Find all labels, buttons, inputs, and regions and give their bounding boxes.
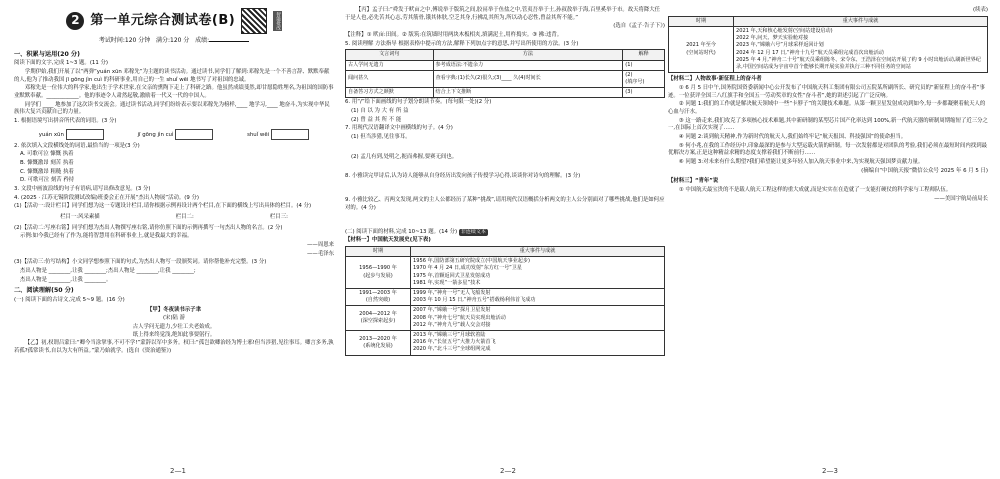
question-5: 5. 阅读理解 方法指导 根据表格中提示的方法,解释下列加点字的意思,并写出所使用的方法。(3 分) xyxy=(345,40,579,47)
table-header: 方法 xyxy=(433,50,623,60)
answer-space[interactable] xyxy=(345,214,665,228)
reading-intro-1: (一) 阅读下面的古诗文,完成 5~9 题。(16 分) xyxy=(14,297,125,304)
material-paragraph: ⑥ 问题 3:对未来有什么期望?我们希望能让更多年轻人加入航天事业中来,为实现航天强国梦贡献力量。 xyxy=(678,158,924,165)
activity-3: (3)【活动三:仿写结构】小文同学想参照下面的句式,为杰出人物写一段颁奖词。请你帮他补充完整。(3 分) xyxy=(14,259,267,266)
rhythm-item[interactable]: (1) 自 以 为 大 有 所 益 xyxy=(351,108,409,115)
table-header: 时期 xyxy=(346,246,411,256)
question-3: 3. 文段中画波浪线的句子有语病,请写出修改意见。(3 分) xyxy=(14,186,151,193)
passage-c: 【丙】孟子曰:“舜发于畎亩之中,傅说举于版筑之间,胶鬲举于鱼盐之中,管夷吾举于士,孙叔敖举于海,百里奚举于市。故天将降大任于是人也,必先苦其心志,劳其筋骨,饿其体肤,空乏其身,行拂乱其所为,所以动心忍性,曾益其所不能。” xyxy=(345,7,661,21)
page-number: 2—3 xyxy=(822,467,838,476)
events-cell xyxy=(411,306,665,331)
events-cell xyxy=(411,288,665,305)
event-item: 1970 年 4 月 24 日,成功发射“东方红一号”卫星 xyxy=(413,265,522,272)
answer-box[interactable] xyxy=(271,129,309,140)
column-name-row xyxy=(14,212,334,224)
event-item: 2016 年,“长征五号”大推力火箭首飞 xyxy=(413,339,496,346)
passage-c-source: (选自《孟子·告子下》) xyxy=(613,23,665,30)
fill-line[interactable]: 杰出人物是 ________,让我 ________;杰出人物是 ________,让我 ________; xyxy=(20,268,196,275)
passage-b: 【乙】初,权谓吕蒙曰:“卿今当涂掌事,不可不学!”蒙辞以军中多务。权曰:“孤岂欲卿治经为博士邪!但当涉猎,见往事耳。卿言多务,孰若孤?孤常读书,自以为大有所益。”蒙乃始就学。(选自《资治通鉴》) xyxy=(14,340,334,355)
continued-label: (续表) xyxy=(973,7,988,13)
table-row: 2021 年至今 (空间站时代) 2021 年,天和核心舱发射(空间站建设启动) 2022 年,问天、梦天实验舱对接 2023 年,“嫦娥六号”月球采样返回计划 2024 年 12 月 17 日,“神舟十九号”航天员乘组完成首次出舱活动 2025 年 4 月,“神舟二十号”航天员乘组陈冬、宋令东、王浩泽在空间站开展了约 9 小时出舱活动,刷新世界纪录,中国空间站成为宇宙中首个能够长期开展实验并执行三种不同任务的空间站 xyxy=(669,26,988,72)
qr-side-label: 智能批改 xyxy=(273,11,281,31)
motto-attribution: ——周恩来 xyxy=(307,242,334,249)
reading-intro-2: (二) 阅读下面的材料,完成 10~13 题。(14 分) 非连续文本 xyxy=(345,228,486,235)
event-item: 2007 年,“嫦娥一号”探月卫星发射 xyxy=(413,307,491,314)
material-source: (摘编自“中国航天报”微信公众号 2025 年 6 月 5 日) xyxy=(861,167,988,174)
pinyin-item: shuǐ wēi xyxy=(247,129,309,140)
table-row xyxy=(346,331,665,356)
table-header: 文言词句 xyxy=(346,50,434,60)
option-a[interactable]: A. 可歌可泣 慷慨 执着 xyxy=(20,151,74,158)
event-item: 2008 年,“神舟七号”航天员实现出舱活动 xyxy=(413,314,506,321)
column-left xyxy=(14,6,334,466)
event-item: 1975 年,首颗返回式卫星发射成功 xyxy=(413,272,491,279)
exam-full-score: 满分:120 分 xyxy=(155,37,190,44)
material-paragraph: ① 6 月 5 日中午,国务院国资委新闻中心公开发布了中国航天科工集团有限公司五院某所副所长、研究员的“新征程上的奋斗者”事迹。一位获评全国三八红旗手和全国五一劳动奖章的女性“奋斗者”,她的讲述引起了广泛反响。 xyxy=(668,84,985,99)
table-header: 重大事件与成就 xyxy=(411,246,665,256)
material-paragraph: ④ 问题 2:谈到航天精神,作为新时代的航天人,我们始终牢记“航天报国、科技强国”的使命担当。 xyxy=(678,133,907,140)
motto-attribution: ——毛泽东 xyxy=(307,250,334,257)
material-2-title: 【材料二】人物故事·新征程上的奋斗者 xyxy=(668,76,762,83)
event-item: 2003 年 10 月 15 日,“神舟五号”搭载杨利伟首飞成功 xyxy=(413,297,536,304)
qr-code-icon[interactable] xyxy=(241,8,267,34)
events-cell xyxy=(411,331,665,356)
table-row: 古人学问无遗力 参考成语法:不遗余力 (1) xyxy=(346,60,665,70)
question-2: 2. 依次填入文段横线处的词语,最恰当的一项是(3 分) xyxy=(14,142,140,149)
passage-paragraph: 邓稼先是一位伟大的科学家,他出生于学术世家,在父亲的熏陶下走上了科研之路。他虽然成绩斐然,却甘愿隐姓埋名,为祖国的国防事业默默奉献。____________。他的事迹令人肃然起敬,激励着一代又一代的中国人。 xyxy=(14,85,334,99)
fill-line[interactable]: 杰出人物是 ________,让我 ________。 xyxy=(20,276,112,283)
answer-box[interactable] xyxy=(175,129,213,140)
material-paragraph: ⑤ 何小兆,在我的工作经历中,印象最深的是参与大型运载火箭的研制。每一次发射都是对团队的考验,我们必须在最短时间内找到最优解决方案,正是这种精益求精的态度支撑着我们不断前行…… xyxy=(668,142,987,157)
exam-time: 考试时间:120 分钟 xyxy=(98,37,151,44)
column-middle xyxy=(345,6,665,466)
pinyin-item: jī gōng jìn cuì xyxy=(137,129,213,140)
event-item: 1999 年,“神舟一号”无人飞船发射 xyxy=(413,289,491,296)
pinyin-item: yuán xūn xyxy=(39,129,104,140)
event-item: 2013 年,“嫦娥三号”月球软着陆 xyxy=(413,332,486,339)
question-9: 9. 小雅比较乙、丙两文发现,两文的主人公都经历了某种“挑战”,请用现代汉语概括分析两文的主人公分别面对了哪些挑战,他们是如何应对的。(4 分) xyxy=(345,197,665,211)
section-heading-2: 二、阅读理解(50 分) xyxy=(14,287,74,295)
poem-line: 古人学问无遗力,少壮工夫老始成。 xyxy=(132,323,216,330)
period-cell: 1956—1990 年 (起步与发展) xyxy=(346,257,411,289)
column-name-1: 栏目一:风采素描 xyxy=(60,214,100,221)
option-b[interactable]: B. 慷慨激昂 刻苦 执着 xyxy=(20,160,74,167)
passage-paragraph: 同学们 ____ 地参加了这次读书交流会。通过读书活动,同学们纷纷表示要以邓稼先为榜样,____ 地学习,____ 地奋斗,为实现中华民族伟大复兴贡献自己的力量。 xyxy=(14,101,330,116)
page-number: 2—2 xyxy=(500,467,516,476)
passage-paragraph: 学期伊始,我们开展了以“两弹”yuán xūn 邓稼先”为主题的读书活动。通过读书,同学们了解到:邓稼先是一个不善言辞、默默奉献的人,他为了推动我国 jī gōng jìn cuì 的科研事业,用自己的一生 shuǐ wēi 地书写了对祖国的忠诚。 xyxy=(14,68,330,83)
method-table xyxy=(345,49,665,98)
material-1-title: 【材料一】中国航天发展史(见下表) xyxy=(345,237,431,244)
table-row xyxy=(346,257,665,289)
answer-space[interactable] xyxy=(345,143,665,153)
table-header: 重大事件与成就 xyxy=(734,16,988,26)
table-header: 解释 xyxy=(623,50,665,60)
example-motto: 示例:如今我已经有了作为,能将智慧用在科研事业上,就是我最大的幸福。 xyxy=(20,233,193,240)
material-3-title: 【材料三】“青年”说 xyxy=(668,178,719,185)
column-name-2[interactable]: 栏目二: xyxy=(175,214,194,221)
event-item: 2020 年,“北斗三号”全球组网完成 xyxy=(413,346,491,353)
question-4: 4. (2025 · 江苏无锡阶段测试改编)班委会正在开展“杰出人物展”活动。(9 分) xyxy=(14,194,200,201)
period-cell: 2004—2012 年 (深空探索起步) xyxy=(346,306,411,331)
exam-result-label: 成绩: xyxy=(195,37,210,44)
period-cell: 2013—2020 年 (系统化发展) xyxy=(346,331,411,356)
events-cell xyxy=(411,257,665,289)
translate-item: (1) 但当涉猎,见往事耳。 xyxy=(351,134,411,141)
exam-meta xyxy=(14,37,334,46)
material-attribution: ——美国宇航局前局长 xyxy=(934,195,988,202)
rhythm-item[interactable]: (2) 曾 益 其 所 不 能 xyxy=(351,116,402,123)
unit-number-badge: 2 xyxy=(66,12,84,30)
poem-block xyxy=(14,306,334,340)
answer-box[interactable] xyxy=(66,129,104,140)
table-row xyxy=(346,306,665,331)
question-6: 6. 用“/”给下面画线的句子划分朗读节奏。(每句限一处)(2 分) xyxy=(345,99,492,106)
exam-header xyxy=(14,8,334,34)
answer-space[interactable] xyxy=(345,182,665,196)
activity-1: (1)【活动一:设计栏目】同学们想为这一专题设计栏目,请你根据示例再设计两个栏目,在下面的横线上写出具体的栏目。(4 分) xyxy=(14,203,312,210)
page-number: 2—1 xyxy=(170,467,186,476)
table-row: 闻问甚久 查看字典:(1)长久(2)很久;(3)____ 久(4)时间长 (2) (填序号) xyxy=(346,70,665,87)
poem-tag: 【甲】 xyxy=(147,306,164,313)
option-d[interactable]: D. 可歌可泣 刻苦 矜持 xyxy=(20,177,75,184)
event-item: 1981 年,实现“一箭多星”技术 xyxy=(413,279,481,286)
reading-intro: 阅读下面的文字,完成 1~3 题。(11 分) xyxy=(14,60,108,67)
table-row xyxy=(346,288,665,305)
annotation-note: 【注释】① 畎亩:田间。② 版筑:在筑墙时用两块木板相夹,填满泥土,用杵捣实。③ 拂:违背。 xyxy=(345,32,563,39)
material-paragraph: ① 中国航天最宝贵的不是载人航天工程这样的重大成就,而是实实在在造就了一支能打硬仗的科学家与工程师队伍。 xyxy=(678,186,952,193)
table-row: 自备答习方式之颜默 结合上下文推断 (3) xyxy=(346,88,665,98)
material-paragraph: ② 问题 1:我们的工作就是解决航天领域中一些“卡脖子”的关键技术难题。从第一颗卫星发射成功到如今,每一步都凝聚着航天人的心血与汗水。 xyxy=(668,101,986,115)
text-type-tag: 非连续文本 xyxy=(460,228,486,235)
activity-2: (2)【活动二:写座右铭】同学们想为杰出人物撰写座右铭,请你仿照下面的示例再撰写一句杰出人物的名言。(2 分) xyxy=(14,224,283,231)
page-title: 第一单元综合测试卷(B) xyxy=(90,12,236,28)
column-name-3[interactable]: 栏目三: xyxy=(269,214,288,221)
aerospace-history-table-continued xyxy=(668,16,988,74)
aerospace-history-table xyxy=(345,246,665,356)
question-7: 7. 用现代汉语翻译文中画横线的句子。(4 分) xyxy=(345,125,453,132)
table-fill-note: (填序号) xyxy=(625,79,645,86)
translate-item: (2) 孟几有到,处明之,扼而弗握,要赛无间也。 xyxy=(351,153,458,160)
answer-space[interactable] xyxy=(345,162,665,172)
period-cell: 1991—2003 年 (自然突破) xyxy=(346,288,411,305)
table-header: 时期 xyxy=(669,16,734,26)
poem-line: 纸上得来终觉浅,绝知此事要躬行。 xyxy=(132,332,216,339)
event-item: 1956 年,国防部第五研究院成立(中国航天事业起步) xyxy=(413,258,530,265)
result-blank[interactable] xyxy=(209,41,249,42)
pinyin-answer-row xyxy=(14,127,334,142)
column-right xyxy=(668,6,988,466)
question-1: 1. 根据语境写出拼音所代表的词语。(3 分) xyxy=(14,118,117,125)
poem-title: 冬夜读书示子聿 xyxy=(163,306,201,313)
event-item: 2012 年,“神舟九号”载人交会对接 xyxy=(413,321,491,328)
material-paragraph: ③ 这一路走来,我们攻克了多项核心技术难题,其中新研制的某型芯片国产化率达到 100%,新一代航天器的研制周期缩短了近三分之一,在国际上首次实现了…… xyxy=(668,117,988,132)
option-c[interactable]: C. 慷慨激昂 粗糙 执着 xyxy=(20,168,74,175)
section-heading-1: 一、积累与运用(20 分) xyxy=(14,50,80,58)
question-8: 8. 小雅读完甲诗后,认为诗人能够从自身经历出发向孩子传授学习心得,谈谈你对诗句的理解。(3 分) xyxy=(345,173,581,180)
poem-author: (宋)陆 游 xyxy=(162,315,186,322)
